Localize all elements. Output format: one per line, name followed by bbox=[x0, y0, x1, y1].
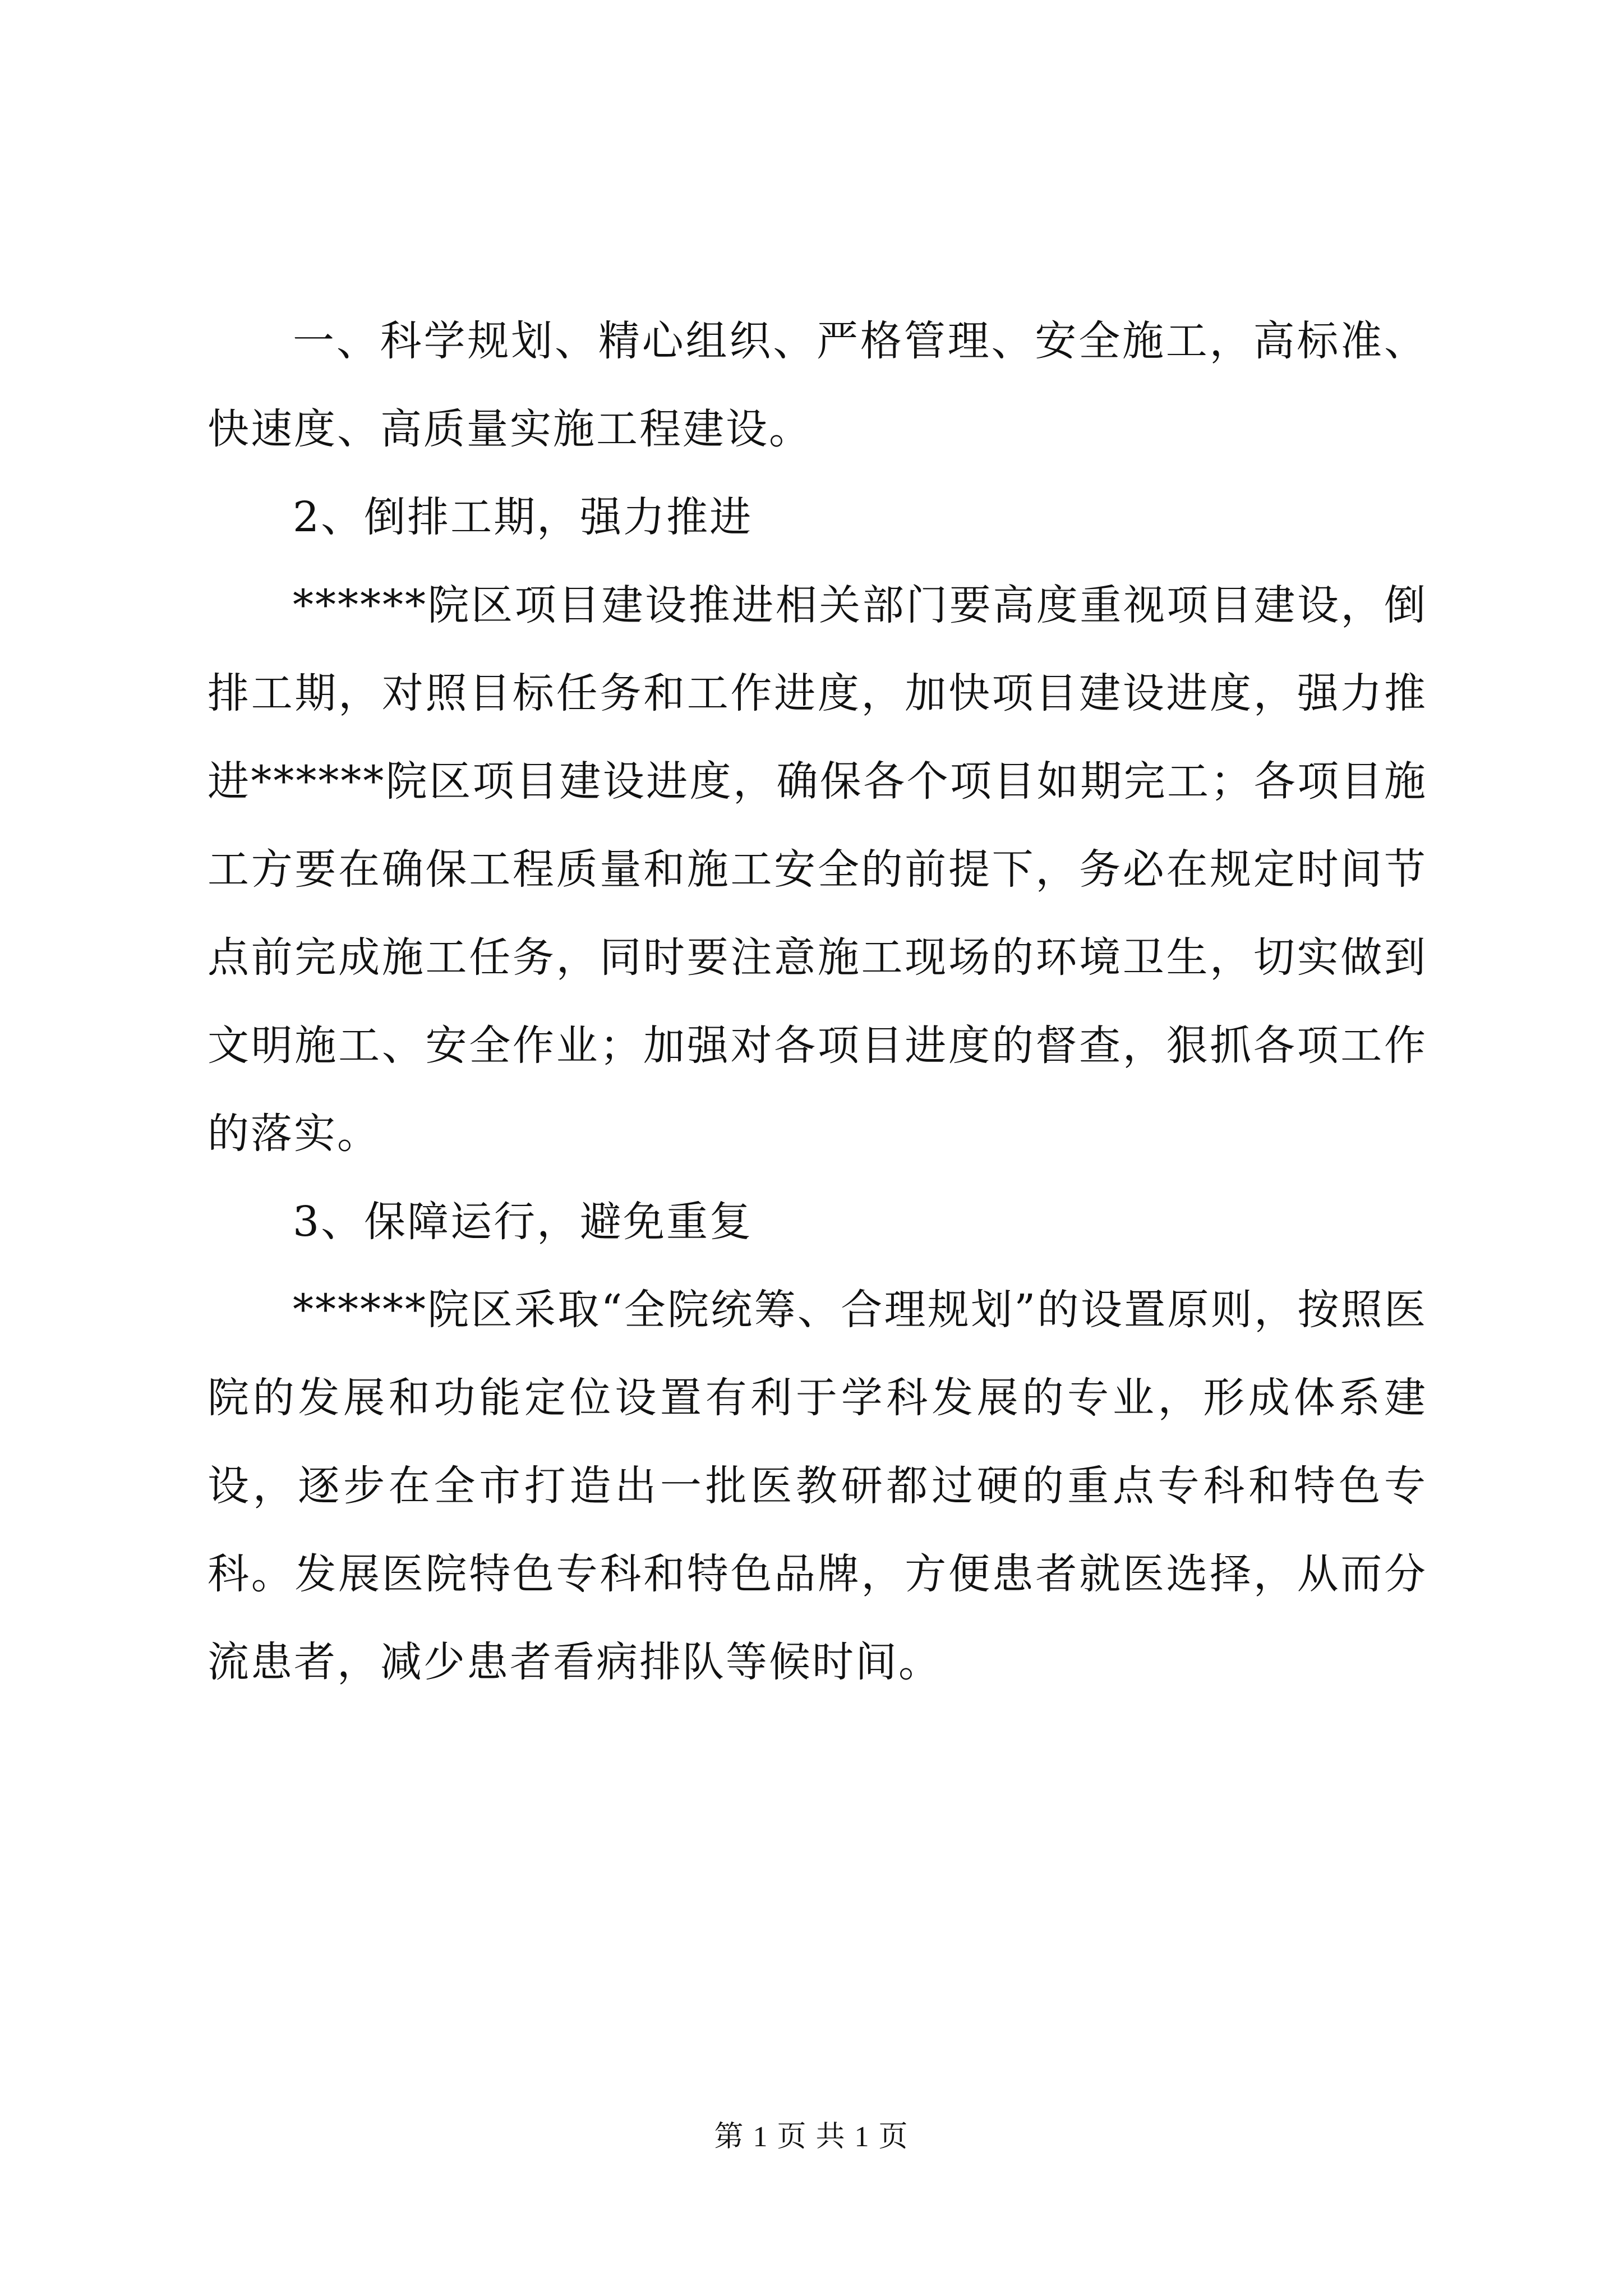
paragraph-item-3-heading: 3、保障运行，避免重复 bbox=[293, 1198, 753, 1246]
paragraph-item-2-body: ******院区项目建设推进相关部门要高度重视项目建设，倒排工期，对照目标任务和工作进度，加快项目建设进度，强力推进******院区项目建设进度，确保各个项目如期完工；各项目施工方要在确保工程质量和施工安全的前提下，务必在规定时间节点前完成施工任务，同时要注意施工现场的环境卫生，切实做到文明施工、安全作业；加强对各项目进度的督查，狠抓各项工作的落实。 bbox=[208, 581, 1427, 1158]
paragraph-item-2-heading: 2、倒排工期，强力推进 bbox=[293, 493, 753, 541]
paragraph-item-3-body: ******院区采取“全院统筹、合理规划”的设置原则，按照医院的发展和功能定位设置有利于学科发展的专业，形成体系建设，逐步在全市打造出一批医教研都过硬的重点专科和特色专科。发展医院特色专科和特色品牌，方便患者就医选择，从而分流患者，减少患者看病排队等候时间。 bbox=[208, 1286, 1427, 1686]
page-footer: 第 1 页 共 1 页 bbox=[714, 2121, 909, 2153]
paragraph-section-1-heading: 一、科学规划、精心组织、严格管理、安全施工，高标准、快速度、高质量实施工程建设。 bbox=[208, 317, 1427, 453]
document-body bbox=[208, 297, 1427, 1706]
